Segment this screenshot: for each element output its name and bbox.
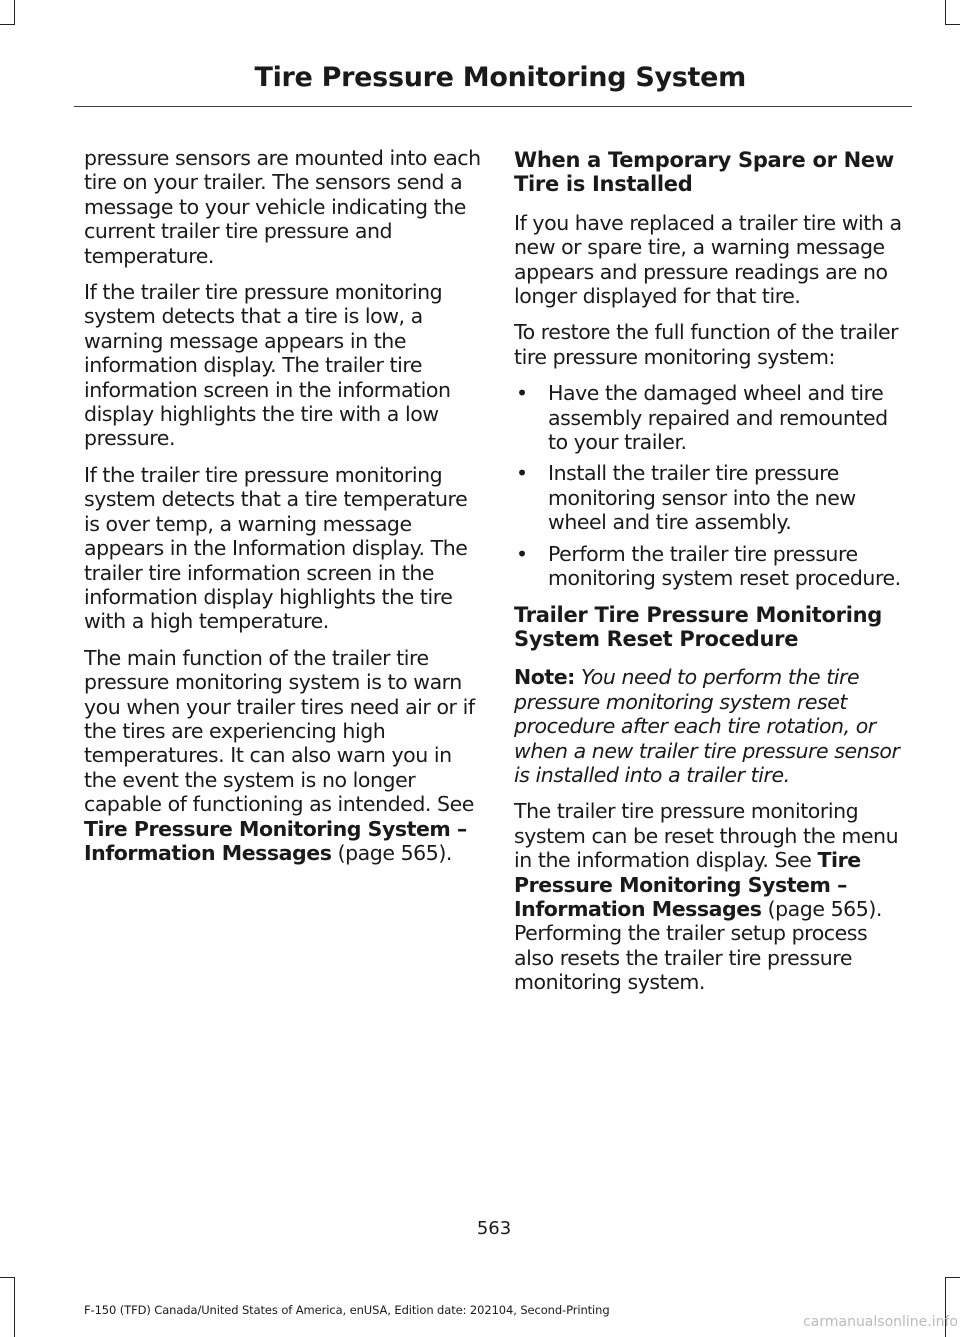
left-paragraph-4-text: The main function of the trailer tire pressure monitoring system is to warn you when your trailer tires need air or if the tires are experiencing high temperatures. It can also warn you in the event the system is no longer capable of functioning as intended. See xyxy=(84,645,475,817)
note-paragraph xyxy=(514,665,912,787)
footer-edition-info: F-150 (TFD) Canada/United States of America, enUSA, Edition date: 202104, Second-Printing xyxy=(84,1303,610,1317)
list-item-text: Install the trailer tire pressure monitoring sensor into the new wheel and tire assembly. xyxy=(548,461,856,535)
left-paragraph-2: If the trailer tire pressure monitoring system detects that a tire is low, a warning message appears in the information display. The trailer tire information screen in the information display highlights the tire with a low pressure. xyxy=(84,280,451,451)
right-paragraph-1: If you have replaced a trailer tire with a new or spare tire, a warning message appears and pressure readings are no longer displayed for that tire. xyxy=(514,210,902,309)
list-item xyxy=(514,381,912,454)
right-paragraph-3-rest: (page 565). Performing the trailer setup process also resets the trailer tire pressure monitoring system. xyxy=(514,896,882,995)
list-item-text: Perform the trailer tire pressure monitoring system reset procedure. xyxy=(548,541,901,591)
watermark: carmanualsonline.info xyxy=(803,1314,958,1330)
list-item-text: Have the damaged wheel and tire assembly repaired and remounted to your trailer. xyxy=(548,381,888,455)
crop-mark-top-right-v xyxy=(945,0,946,24)
right-column xyxy=(514,146,912,1007)
bullet-icon: • xyxy=(516,381,528,406)
right-paragraph-3 xyxy=(514,799,912,994)
restore-steps-list xyxy=(514,381,912,590)
bullet-icon: • xyxy=(516,541,528,566)
left-paragraph-1: pressure sensors are mounted into each tire on your trailer. The sensors send a message to your vehicle indicating the current trailer tire pressure and temperature. xyxy=(84,146,481,268)
page-number: 563 xyxy=(476,1218,512,1239)
note-label: Note: xyxy=(514,665,575,690)
crop-mark-top-left-h xyxy=(0,24,15,25)
header-divider xyxy=(74,106,912,107)
left-column xyxy=(84,146,482,877)
section-heading-spare-tire: When a Temporary Spare or New Tire is Installed xyxy=(514,148,894,197)
left-paragraph-3: If the trailer tire pressure monitoring system detects that a tire temperature is over temp, a warning message appears in the Information display. The trailer tire information screen in the information display highlights the tire with a high temperature. xyxy=(84,462,468,634)
cross-reference-link[interactable]: Tire Pressure Monitoring System – Information Messages xyxy=(84,816,467,865)
right-paragraph-2: To restore the full function of the trailer tire pressure monitoring system: xyxy=(514,320,899,369)
note-text: You need to perform the tire pressure monitoring system reset procedure after each tire rotation, or when a new trailer tire pressure sensor is installed into a trailer tire. xyxy=(514,665,900,787)
right-paragraph-3-text: The trailer tire pressure monitoring system can be reset through the menu in the information display. See xyxy=(514,799,899,873)
crop-mark-top-right-h xyxy=(945,24,960,25)
crop-mark-bottom-right-h xyxy=(945,1277,960,1278)
list-item xyxy=(514,542,912,591)
left-paragraph-4 xyxy=(84,646,482,866)
section-heading-reset-procedure: Trailer Tire Pressure Monitoring System Reset Procedure xyxy=(514,602,883,651)
list-item xyxy=(514,461,912,534)
crop-mark-bottom-left-h xyxy=(0,1277,15,1278)
page-reference: (page 565). xyxy=(331,840,452,865)
cross-reference-link[interactable]: Tire Pressure Monitoring System – Information Messages xyxy=(514,848,861,921)
crop-mark-top-left-v xyxy=(14,0,15,24)
page-header-title: Tire Pressure Monitoring System xyxy=(254,62,746,93)
crop-mark-bottom-left-v xyxy=(14,1277,15,1337)
bullet-icon: • xyxy=(516,461,528,486)
